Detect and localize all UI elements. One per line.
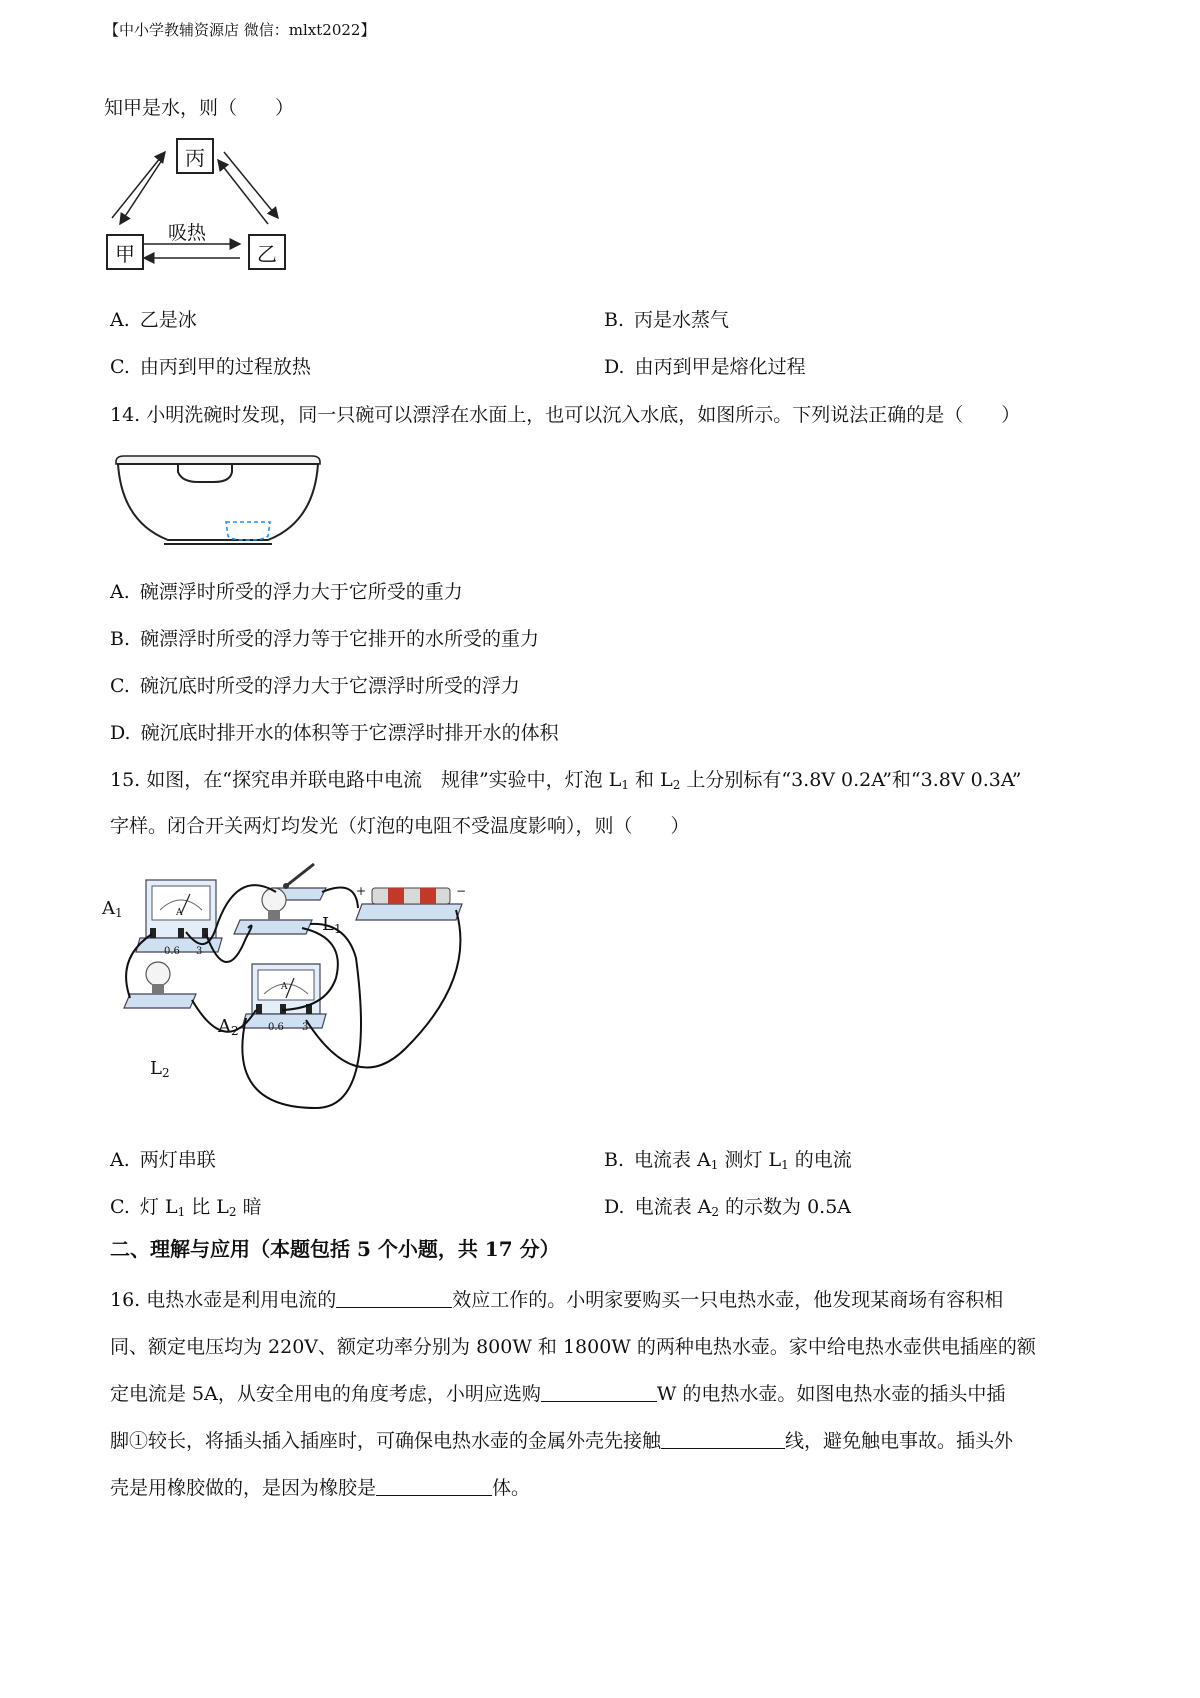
phase-change-diagram: [100, 138, 300, 293]
page-header: 【中小学教辅资源店 微信：mlxt2022】: [104, 21, 376, 39]
label-a1: $A_1$: [102, 898, 123, 920]
a2-scale-06: 0.6: [268, 1022, 284, 1033]
basin-with-bowls-icon: [108, 452, 328, 552]
q15-option-b: B. 电流表 $A_1$ 测灯 $L_1$ 的电流: [604, 1149, 852, 1172]
q14-option-d: D. 碗沉底时排开水的体积等于它漂浮时排开水的体积: [110, 722, 559, 744]
q16-line5: 壳是用橡胶做的，是因为橡胶是 体。: [110, 1477, 531, 1499]
bowl-figure: [108, 452, 328, 552]
q16-line2: 同、额定电压均为 220V、额定功率分别为 800W 和 1800W 的两种电热水壶。家中给电热水壶供电插座的额: [110, 1336, 1036, 1358]
battery-plus: +: [356, 884, 367, 898]
q14-stem: 14. 小明洗碗时发现，同一只碗可以漂浮在水面上，也可以沉入水底，如图所示。下列说法正确的是（ ）: [110, 404, 1021, 426]
q15-option-c: C. 灯 $L_1$ 比 $L_2$ 暗: [110, 1196, 262, 1219]
a1-meter-letter: A: [176, 908, 183, 918]
q15-stem-line1: 15. 如图，在“探究串并联电路中电流 规律”实验中，灯泡 $L_1$ 和 $L_2$ 上分别标有“3.8V 0.2A”和“3.8V 0.3A”: [110, 769, 1022, 792]
q16-line4: 脚①较长，将插头插入插座时，可确保电热水壶的金属外壳先接触 线，避免触电事故。插头外: [110, 1430, 1014, 1452]
answer-blank-4[interactable]: [376, 1477, 492, 1496]
a1-scale-3: 3: [196, 946, 203, 957]
box-yi: 乙: [248, 234, 286, 270]
section-heading: 二、理解与应用（本题包括 5 个小题，共 17 分）: [110, 1237, 560, 1261]
q13-stem: 知甲是水，则（ ）: [104, 97, 295, 119]
q15-option-a: A. 两灯串联: [110, 1149, 216, 1171]
q14-option-b: B. 碗漂浮时所受的浮力等于它排开的水所受的重力: [110, 628, 540, 650]
q15-option-d: D. 电流表 $A_2$ 的示数为 0.5A: [604, 1196, 852, 1219]
q13-option-d: D. 由丙到甲是熔化过程: [604, 356, 806, 378]
q16-line1: 16. 电热水壶是利用电流的 效应工作的。小明家要购买一只电热水壶，他发现某商场有容积相: [110, 1289, 1004, 1311]
q15-stem-line2: 字样。闭合开关两灯均发光（灯泡的电阻不受温度影响），则（ ）: [110, 815, 690, 837]
q13-option-a: A. 乙是冰: [110, 309, 197, 331]
answer-blank-2[interactable]: [541, 1383, 657, 1402]
q16-line3: 定电流是 5A，从安全用电的角度考虑，小明应选购 W 的电热水壶。如图电热水壶的插头中插: [110, 1383, 1006, 1405]
battery-minus: −: [456, 884, 467, 898]
q14-option-c: C. 碗沉底时所受的浮力大于它漂浮时所受的浮力: [110, 675, 520, 697]
q13-option-c: C. 由丙到甲的过程放热: [110, 356, 311, 378]
answer-blank-1[interactable]: [336, 1289, 452, 1308]
circuit-figure: [102, 858, 506, 1118]
answer-blank-3[interactable]: [661, 1430, 785, 1449]
q13-option-b: B. 丙是水蒸气: [604, 309, 730, 331]
q14-option-a: A. 碗漂浮时所受的浮力大于它所受的重力: [110, 581, 463, 603]
label-l1: $L_1$: [322, 914, 342, 936]
box-jia: 甲: [106, 234, 144, 270]
arrow-label-absorb-heat: 吸热: [168, 222, 207, 244]
label-l2: $L_2$: [150, 1058, 170, 1080]
label-a2: $A_2$: [218, 1016, 239, 1038]
a2-scale-3: 3: [302, 1022, 309, 1033]
box-bing: 丙: [176, 138, 214, 174]
a1-scale-06: 0.6: [164, 946, 180, 957]
a2-meter-letter: A: [281, 982, 288, 992]
